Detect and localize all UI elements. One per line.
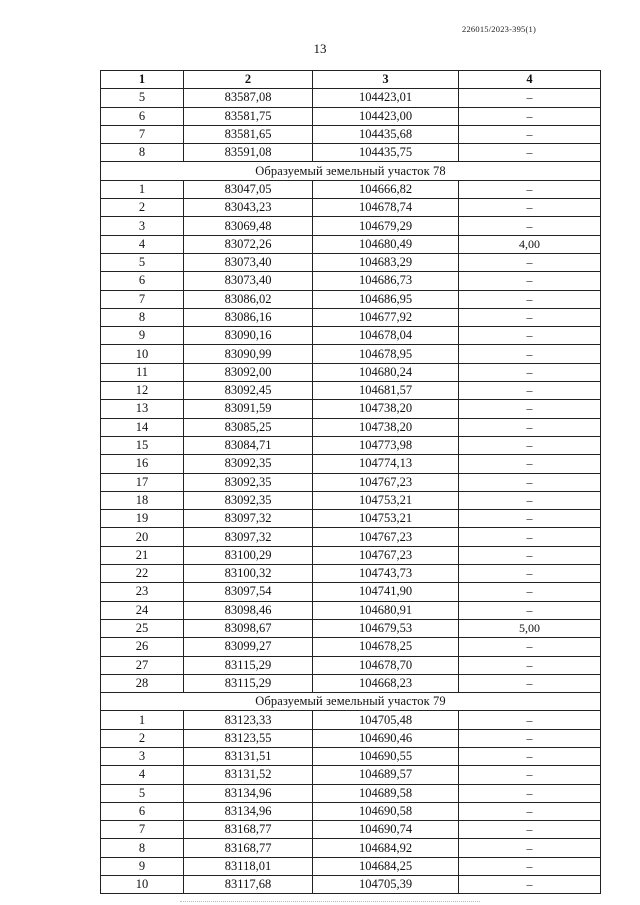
column-header: 2 — [184, 71, 313, 89]
accuracy-cell: – — [459, 510, 601, 528]
y-coordinate-cell: 104678,25 — [313, 638, 459, 656]
accuracy-cell: – — [459, 491, 601, 509]
y-coordinate-cell: 104679,53 — [313, 619, 459, 637]
column-header: 4 — [459, 71, 601, 89]
x-coordinate-cell: 83168,77 — [184, 821, 313, 839]
x-coordinate-cell: 83100,32 — [184, 565, 313, 583]
point-number-cell: 7 — [101, 821, 184, 839]
accuracy-cell: – — [459, 583, 601, 601]
point-number-cell: 5 — [101, 253, 184, 271]
y-coordinate-cell: 104680,91 — [313, 601, 459, 619]
accuracy-cell: – — [459, 601, 601, 619]
x-coordinate-cell: 83043,23 — [184, 199, 313, 217]
y-coordinate-cell: 104678,95 — [313, 345, 459, 363]
y-coordinate-cell: 104738,20 — [313, 400, 459, 418]
x-coordinate-cell: 83084,71 — [184, 436, 313, 454]
table-row — [101, 455, 601, 473]
accuracy-cell: – — [459, 674, 601, 692]
accuracy-cell: – — [459, 802, 601, 820]
table-row — [101, 802, 601, 820]
y-coordinate-cell: 104767,23 — [313, 546, 459, 564]
point-number-cell: 3 — [101, 217, 184, 235]
table-row — [101, 382, 601, 400]
table-row — [101, 711, 601, 729]
accuracy-cell: – — [459, 363, 601, 381]
y-coordinate-cell: 104686,95 — [313, 290, 459, 308]
section-title-row — [101, 162, 601, 180]
x-coordinate-cell: 83092,00 — [184, 363, 313, 381]
y-coordinate-cell: 104666,82 — [313, 180, 459, 198]
x-coordinate-cell: 83115,29 — [184, 674, 313, 692]
point-number-cell: 4 — [101, 766, 184, 784]
table-row — [101, 565, 601, 583]
point-number-cell: 6 — [101, 272, 184, 290]
table-row — [101, 400, 601, 418]
table-row — [101, 327, 601, 345]
x-coordinate-cell: 83134,96 — [184, 802, 313, 820]
x-coordinate-cell: 83092,35 — [184, 455, 313, 473]
table-row — [101, 766, 601, 784]
y-coordinate-cell: 104767,23 — [313, 473, 459, 491]
y-coordinate-cell: 104690,46 — [313, 729, 459, 747]
point-number-cell: 8 — [101, 144, 184, 162]
point-number-cell: 22 — [101, 565, 184, 583]
table-row — [101, 473, 601, 491]
accuracy-cell: – — [459, 473, 601, 491]
table-row — [101, 217, 601, 235]
accuracy-cell: – — [459, 217, 601, 235]
y-coordinate-cell: 104680,49 — [313, 235, 459, 253]
table-row — [101, 107, 601, 125]
x-coordinate-cell: 83092,45 — [184, 382, 313, 400]
y-coordinate-cell: 104689,57 — [313, 766, 459, 784]
y-coordinate-cell: 104679,29 — [313, 217, 459, 235]
y-coordinate-cell: 104753,21 — [313, 491, 459, 509]
x-coordinate-cell: 83115,29 — [184, 656, 313, 674]
x-coordinate-cell: 83098,46 — [184, 601, 313, 619]
x-coordinate-cell: 83587,08 — [184, 89, 313, 107]
point-number-cell: 4 — [101, 235, 184, 253]
accuracy-cell: – — [459, 546, 601, 564]
y-coordinate-cell: 104705,39 — [313, 876, 459, 894]
x-coordinate-cell: 83117,68 — [184, 876, 313, 894]
table-row — [101, 876, 601, 894]
accuracy-cell: – — [459, 400, 601, 418]
table-row — [101, 784, 601, 802]
point-number-cell: 11 — [101, 363, 184, 381]
accuracy-cell: – — [459, 729, 601, 747]
point-number-cell: 6 — [101, 107, 184, 125]
table-row — [101, 528, 601, 546]
point-number-cell: 23 — [101, 583, 184, 601]
point-number-cell: 16 — [101, 455, 184, 473]
accuracy-cell: – — [459, 455, 601, 473]
x-coordinate-cell: 83134,96 — [184, 784, 313, 802]
x-coordinate-cell: 83591,08 — [184, 144, 313, 162]
accuracy-cell: – — [459, 418, 601, 436]
accuracy-cell: – — [459, 290, 601, 308]
point-number-cell: 24 — [101, 601, 184, 619]
accuracy-cell: – — [459, 272, 601, 290]
accuracy-cell: – — [459, 656, 601, 674]
table-row — [101, 180, 601, 198]
y-coordinate-cell: 104738,20 — [313, 418, 459, 436]
x-coordinate-cell: 83092,35 — [184, 491, 313, 509]
table-row — [101, 674, 601, 692]
point-number-cell: 9 — [101, 857, 184, 875]
accuracy-cell: – — [459, 528, 601, 546]
y-coordinate-cell: 104423,01 — [313, 89, 459, 107]
accuracy-cell: – — [459, 876, 601, 894]
x-coordinate-cell: 83073,40 — [184, 253, 313, 271]
table-row — [101, 272, 601, 290]
accuracy-cell: – — [459, 327, 601, 345]
section-title: Образуемый земельный участок 79 — [101, 693, 601, 711]
y-coordinate-cell: 104668,23 — [313, 674, 459, 692]
point-number-cell: 6 — [101, 802, 184, 820]
table-row — [101, 308, 601, 326]
point-number-cell: 1 — [101, 180, 184, 198]
x-coordinate-cell: 83123,33 — [184, 711, 313, 729]
x-coordinate-cell: 83100,29 — [184, 546, 313, 564]
x-coordinate-cell: 83123,55 — [184, 729, 313, 747]
coordinates-table — [100, 70, 601, 894]
point-number-cell: 1 — [101, 711, 184, 729]
x-coordinate-cell: 83097,32 — [184, 510, 313, 528]
x-coordinate-cell: 83069,48 — [184, 217, 313, 235]
point-number-cell: 2 — [101, 729, 184, 747]
point-number-cell: 5 — [101, 784, 184, 802]
table-row — [101, 125, 601, 143]
accuracy-cell: – — [459, 144, 601, 162]
section-title-row — [101, 693, 601, 711]
document-id: 226015/2023-395(1) — [462, 24, 536, 34]
x-coordinate-cell: 83092,35 — [184, 473, 313, 491]
table-row — [101, 601, 601, 619]
point-number-cell: 12 — [101, 382, 184, 400]
point-number-cell: 10 — [101, 876, 184, 894]
point-number-cell: 9 — [101, 327, 184, 345]
table-header-row — [101, 71, 601, 89]
x-coordinate-cell: 83047,05 — [184, 180, 313, 198]
y-coordinate-cell: 104684,25 — [313, 857, 459, 875]
x-coordinate-cell: 83581,65 — [184, 125, 313, 143]
accuracy-cell: – — [459, 107, 601, 125]
table-row — [101, 345, 601, 363]
accuracy-cell: – — [459, 565, 601, 583]
y-coordinate-cell: 104690,58 — [313, 802, 459, 820]
x-coordinate-cell: 83086,16 — [184, 308, 313, 326]
point-number-cell: 5 — [101, 89, 184, 107]
x-coordinate-cell: 83090,99 — [184, 345, 313, 363]
point-number-cell: 2 — [101, 199, 184, 217]
accuracy-cell: – — [459, 711, 601, 729]
table-row — [101, 729, 601, 747]
table-row — [101, 144, 601, 162]
x-coordinate-cell: 83098,67 — [184, 619, 313, 637]
y-coordinate-cell: 104741,90 — [313, 583, 459, 601]
y-coordinate-cell: 104774,13 — [313, 455, 459, 473]
accuracy-cell: – — [459, 784, 601, 802]
table-row — [101, 619, 601, 637]
y-coordinate-cell: 104773,98 — [313, 436, 459, 454]
point-number-cell: 10 — [101, 345, 184, 363]
table-row — [101, 363, 601, 381]
y-coordinate-cell: 104680,24 — [313, 363, 459, 381]
y-coordinate-cell: 104686,73 — [313, 272, 459, 290]
y-coordinate-cell: 104435,75 — [313, 144, 459, 162]
x-coordinate-cell: 83090,16 — [184, 327, 313, 345]
x-coordinate-cell: 83099,27 — [184, 638, 313, 656]
accuracy-cell: – — [459, 253, 601, 271]
accuracy-cell: – — [459, 308, 601, 326]
point-number-cell: 15 — [101, 436, 184, 454]
table-row — [101, 546, 601, 564]
y-coordinate-cell: 104743,73 — [313, 565, 459, 583]
accuracy-cell: – — [459, 747, 601, 765]
page-number: 13 — [313, 41, 327, 56]
point-number-cell: 3 — [101, 747, 184, 765]
table-row — [101, 747, 601, 765]
y-coordinate-cell: 104435,68 — [313, 125, 459, 143]
point-number-cell: 26 — [101, 638, 184, 656]
point-number-cell: 17 — [101, 473, 184, 491]
y-coordinate-cell: 104690,55 — [313, 747, 459, 765]
accuracy-cell: – — [459, 89, 601, 107]
point-number-cell: 28 — [101, 674, 184, 692]
accuracy-cell: – — [459, 345, 601, 363]
x-coordinate-cell: 83072,26 — [184, 235, 313, 253]
table-row — [101, 290, 601, 308]
y-coordinate-cell: 104678,04 — [313, 327, 459, 345]
x-coordinate-cell: 83086,02 — [184, 290, 313, 308]
point-number-cell: 7 — [101, 290, 184, 308]
y-coordinate-cell: 104683,29 — [313, 253, 459, 271]
point-number-cell: 13 — [101, 400, 184, 418]
table-body — [101, 89, 601, 894]
accuracy-cell: – — [459, 839, 601, 857]
y-coordinate-cell: 104753,21 — [313, 510, 459, 528]
accuracy-cell: – — [459, 766, 601, 784]
column-header: 1 — [101, 71, 184, 89]
table-row — [101, 839, 601, 857]
table-row — [101, 857, 601, 875]
table-row — [101, 253, 601, 271]
accuracy-cell: – — [459, 199, 601, 217]
point-number-cell: 18 — [101, 491, 184, 509]
y-coordinate-cell: 104690,74 — [313, 821, 459, 839]
y-coordinate-cell: 104678,70 — [313, 656, 459, 674]
table-row — [101, 436, 601, 454]
table-row — [101, 491, 601, 509]
y-coordinate-cell: 104681,57 — [313, 382, 459, 400]
table-row — [101, 235, 601, 253]
x-coordinate-cell: 83097,54 — [184, 583, 313, 601]
y-coordinate-cell: 104684,92 — [313, 839, 459, 857]
x-coordinate-cell: 83073,40 — [184, 272, 313, 290]
x-coordinate-cell: 83091,59 — [184, 400, 313, 418]
table-row — [101, 583, 601, 601]
point-number-cell: 8 — [101, 839, 184, 857]
table-row — [101, 656, 601, 674]
y-coordinate-cell: 104689,58 — [313, 784, 459, 802]
point-number-cell: 7 — [101, 125, 184, 143]
accuracy-cell: – — [459, 125, 601, 143]
table-row — [101, 638, 601, 656]
point-number-cell: 19 — [101, 510, 184, 528]
accuracy-cell: – — [459, 382, 601, 400]
accuracy-cell: – — [459, 821, 601, 839]
point-number-cell: 27 — [101, 656, 184, 674]
footer-divider — [180, 901, 480, 902]
section-title: Образуемый земельный участок 78 — [101, 162, 601, 180]
x-coordinate-cell: 83581,75 — [184, 107, 313, 125]
point-number-cell: 21 — [101, 546, 184, 564]
point-number-cell: 14 — [101, 418, 184, 436]
x-coordinate-cell: 83085,25 — [184, 418, 313, 436]
y-coordinate-cell: 104678,74 — [313, 199, 459, 217]
accuracy-cell: – — [459, 180, 601, 198]
accuracy-cell: 4,00 — [459, 235, 601, 253]
x-coordinate-cell: 83168,77 — [184, 839, 313, 857]
y-coordinate-cell: 104423,00 — [313, 107, 459, 125]
point-number-cell: 25 — [101, 619, 184, 637]
point-number-cell: 20 — [101, 528, 184, 546]
table-row — [101, 510, 601, 528]
x-coordinate-cell: 83097,32 — [184, 528, 313, 546]
x-coordinate-cell: 83131,52 — [184, 766, 313, 784]
y-coordinate-cell: 104677,92 — [313, 308, 459, 326]
point-number-cell: 8 — [101, 308, 184, 326]
y-coordinate-cell: 104767,23 — [313, 528, 459, 546]
table-row — [101, 89, 601, 107]
y-coordinate-cell: 104705,48 — [313, 711, 459, 729]
accuracy-cell: – — [459, 436, 601, 454]
table-row — [101, 199, 601, 217]
column-header: 3 — [313, 71, 459, 89]
table-row — [101, 418, 601, 436]
accuracy-cell: 5,00 — [459, 619, 601, 637]
x-coordinate-cell: 83131,51 — [184, 747, 313, 765]
x-coordinate-cell: 83118,01 — [184, 857, 313, 875]
table-row — [101, 821, 601, 839]
accuracy-cell: – — [459, 857, 601, 875]
accuracy-cell: – — [459, 638, 601, 656]
